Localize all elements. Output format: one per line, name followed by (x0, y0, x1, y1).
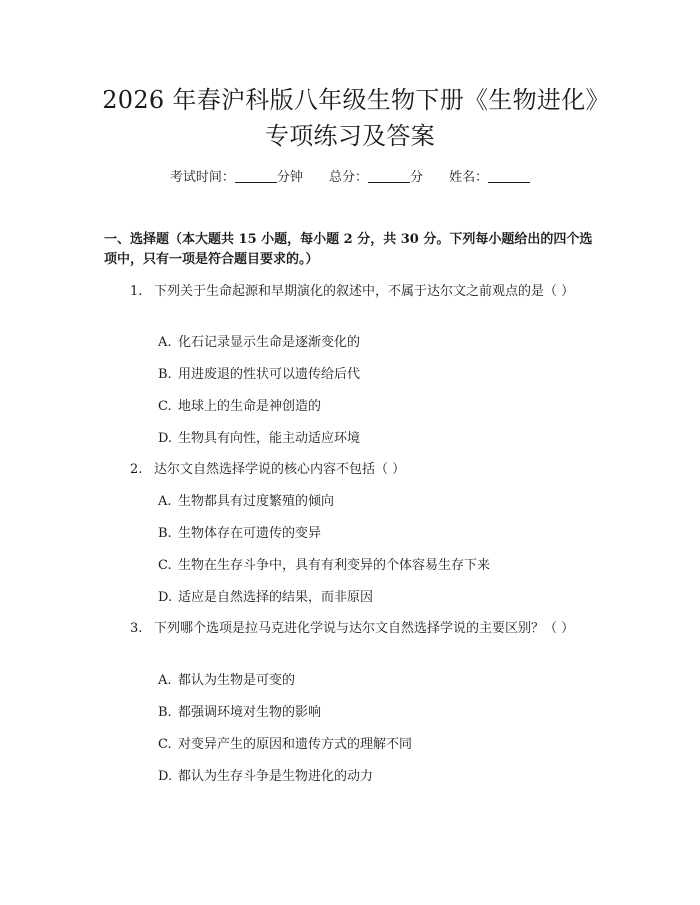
option-label: C. (158, 737, 172, 752)
question-3-number: 3. (130, 621, 143, 636)
option-text: 生物在生存斗争中，具有有利变异的个体容易生存下来 (178, 558, 491, 573)
total-score-field (329, 168, 423, 188)
question-1-option-b (158, 365, 598, 385)
option-text: 生物都具有过度繁殖的倾向 (178, 494, 335, 509)
exam-info-line (0, 168, 700, 188)
question-1-option-a (158, 333, 598, 353)
option-text: 都认为生物是可变的 (178, 673, 296, 688)
name-label: 姓名： (449, 170, 489, 185)
question-2-option-d (158, 588, 598, 608)
option-label: A. (158, 673, 172, 688)
option-text: 生物体存在可遗传的变异 (178, 526, 322, 541)
question-1-stem (104, 282, 594, 302)
question-3-option-c (158, 735, 598, 755)
question-2-option-b (158, 524, 598, 544)
total-score-label: 总分： (328, 170, 368, 185)
option-text: 都强调环境对生物的影响 (178, 705, 322, 720)
option-label: A. (158, 335, 172, 350)
option-label: A. (158, 494, 172, 509)
option-text: 生物具有向性，能主动适应环境 (178, 431, 361, 446)
question-3-option-b (158, 703, 598, 723)
exam-time-blank (235, 169, 277, 183)
option-label: D. (158, 431, 173, 446)
option-text: 适应是自然选择的结果，而非原因 (178, 590, 374, 605)
question-3-option-a (158, 671, 598, 691)
option-text: 化石记录显示生命是逐渐变化的 (178, 335, 361, 350)
option-label: C. (158, 558, 172, 573)
exam-time-unit: 分钟 (276, 170, 303, 185)
question-2-text: 达尔文自然选择学说的核心内容不包括（ ） (154, 462, 406, 477)
section-header: 一、选择题（本大题共 15 小题，每小题 2 分，共 30 分。下列每小题给出的四个选项中，只有一项是符合题目要求的。） (104, 232, 593, 267)
total-score-unit: 分 (410, 170, 424, 185)
option-text: 都认为生存斗争是生物进化的动力 (178, 769, 374, 784)
option-label: D. (158, 769, 173, 784)
option-text: 地球上的生命是神创造的 (178, 399, 322, 414)
question-2-number: 2. (130, 462, 143, 477)
option-label: B. (158, 705, 172, 720)
question-2-stem (104, 460, 594, 480)
exam-time-label: 考试时间： (169, 170, 235, 185)
question-2-option-a (158, 492, 598, 512)
option-text: 用进废退的性状可以遗传给后代 (178, 367, 361, 382)
option-text: 对变异产生的原因和遗传方式的理解不同 (178, 737, 413, 752)
exam-time-field (170, 168, 303, 188)
option-label: C. (158, 399, 172, 414)
question-2-option-c (158, 556, 598, 576)
total-score-blank (368, 169, 410, 183)
question-1-option-d (158, 429, 598, 449)
question-1-text: 下列关于生命起源和早期演化的叙述中，不属于达尔文之前观点的是（ ） (154, 284, 575, 299)
name-field (449, 168, 530, 188)
option-label: D. (158, 590, 173, 605)
document-title: 2026 年春沪科版八年级生物下册《生物进化》专项练习及答案 (102, 86, 598, 150)
name-blank (488, 169, 530, 183)
question-3-stem (104, 619, 594, 639)
question-3-option-d (158, 767, 598, 787)
option-label: B. (158, 367, 172, 382)
option-label: B. (158, 526, 172, 541)
question-3-text: 下列哪个选项是拉马克进化学说与达尔文自然选择学说的主要区别？（ ） (154, 621, 575, 636)
question-1-number: 1. (130, 284, 143, 299)
question-1-option-c (158, 397, 598, 417)
